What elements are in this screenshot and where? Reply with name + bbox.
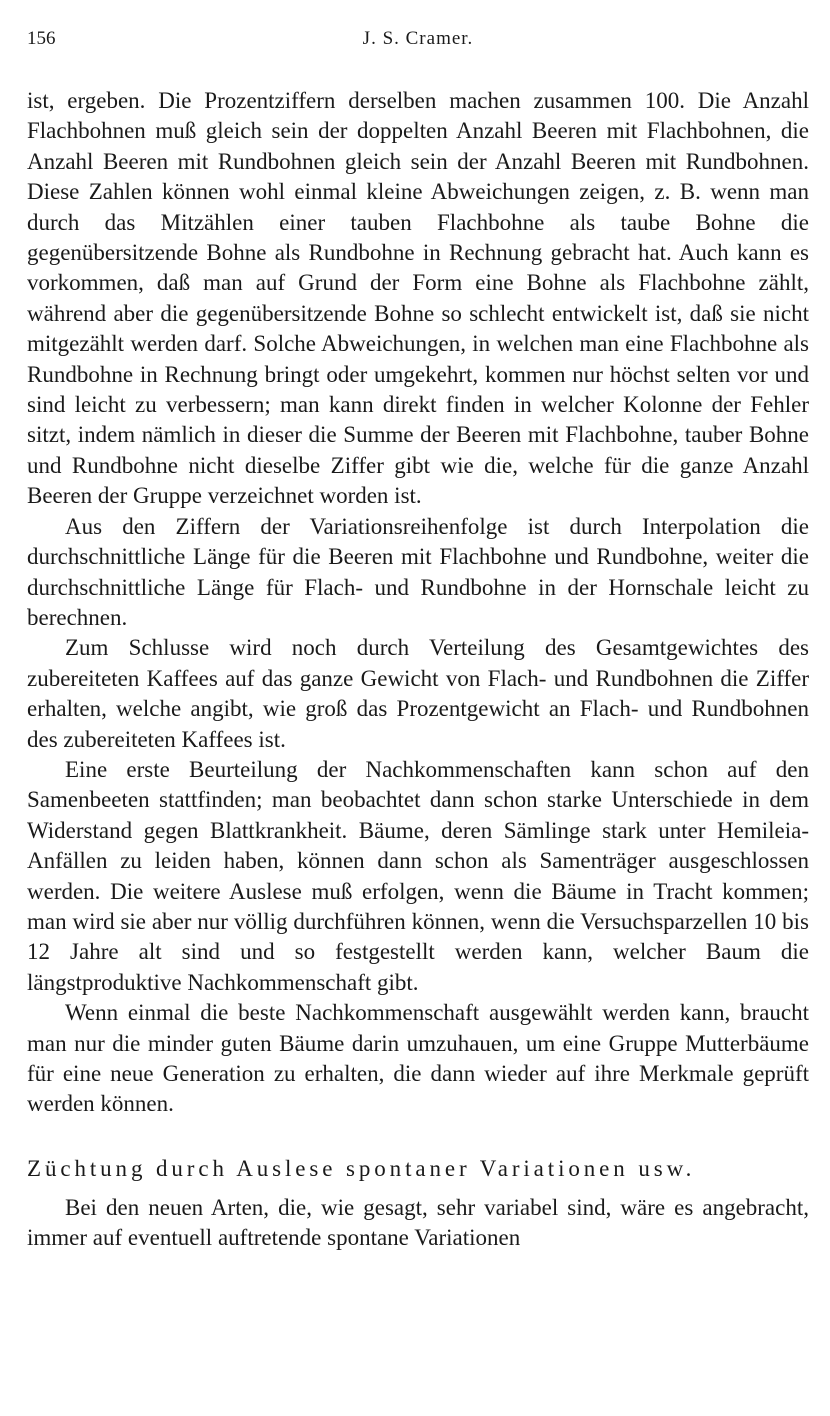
paragraph-weight: Zum Schlusse wird noch durch Verteilung des Gesamtgewichtes des zubereiteten Kaffees auf das ganze Gewicht von Flach- und Rundbohnen die Ziffer erhalten, welche angibt, wie groß das Prozentgewicht an Flach- und Rundbohnen des zubereiteten Kaffees ist. xyxy=(27,635,809,752)
paragraph-interpolation: Aus den Ziffern der Variationsreihenfolge ist durch Interpolation die durchschnittliche Länge für die Beeren mit Flachbohne und Rundbohne, weiter die durchschnittliche Länge für Flach- und Rundbohne in der Hornschale leicht zu berechnen. xyxy=(27,513,809,630)
paragraph-spontaneous-variations: Bei den neuen Arten, die, wie gesagt, sehr variabel sind, wäre es angebracht, immer auf eventuell auftretende spontane Variationen xyxy=(27,1194,809,1251)
body-text xyxy=(27,86,809,1254)
paragraph-continued: ist, ergeben. Die Prozentziffern derselben machen zusammen 100. Die Anzahl Flachbohnen muß gleich sein der doppelten Anzahl Beeren mit Flachbohnen, die Anzahl Beeren mit Rundbohnen gleich sein der Anzahl Beeren mit Rundbohnen. Diese Zahlen können wohl einmal kleine Abweichungen zeigen, z. B. wenn man durch das Mitzählen einer tauben Flachbohne als taube Bohne die gegenübersitzende Bohne als Rundbohne in Rechnung gebracht hat. Auch kann es vorkommen, daß man auf Grund der Form eine Bohne als Flachbohne zählt, während aber die gegenübersitzende Bohne so schlecht entwickelt ist, daß sie nicht mitgezählt werden darf. Solche Abweichungen, in welchen man eine Flachbohne als Rundbohne in Rechnung bringt oder umgekehrt, kommen nur höchst selten vor und sind leicht zu verbessern; man kann direkt finden in welcher Kolonne der Fehler sitzt, indem nämlich in dieser die Summe der Beeren mit Flachbohne, tauber Bohne und Rundbohne nicht dieselbe Ziffer gibt wie die, welche für die ganze Anzahl Beeren der Gruppe verzeichnet worden ist. xyxy=(27,88,809,509)
page-number: 156 xyxy=(27,28,56,49)
header-author: J. S. Cramer. xyxy=(362,28,474,49)
section-heading: Züchtung durch Auslese spontaner Variationen usw. xyxy=(27,1155,696,1181)
paragraph-assessment: Eine erste Beurteilung der Nachkommenschaften kann schon auf den Samenbeeten stattfinden; man beobachtet dann schon starke Unterschiede in dem Widerstand gegen Blattkrankheit. Bäume, deren Sämlinge stark unter Hemileia-Anfällen zu leiden haben, können dann schon als Samenträger ausgeschlossen werden. Die weitere Auslese muß erfolgen, wenn die Bäume in Tracht kommen; man wird sie aber nur völlig durchführen können, wenn die Versuchsparzellen 10 bis 12 Jahre alt sind und so festgestellt werden kann, welcher Baum die längstproduktive Nachkommenschaft gibt. xyxy=(27,756,809,995)
book-page xyxy=(27,28,809,1254)
paragraph-selection: Wenn einmal die beste Nachkommenschaft ausgewählt werden kann, braucht man nur die minder guten Bäume darin umzuhauen, um eine Gruppe Mutterbäume für eine neue Generation zu erhalten, die dann wieder auf ihre Merkmale geprüft werden können. xyxy=(27,1000,809,1117)
running-header xyxy=(27,28,809,64)
